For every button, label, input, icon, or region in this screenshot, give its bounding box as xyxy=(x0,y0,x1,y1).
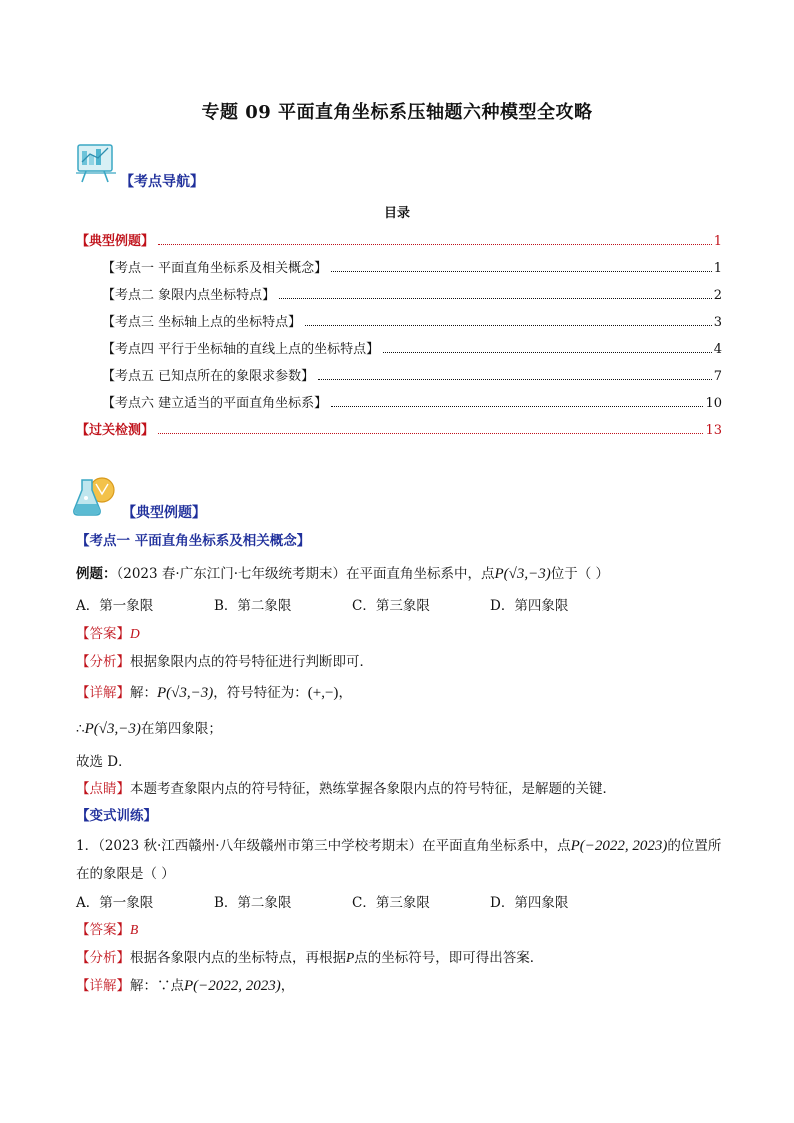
q1-line1: 1．（2023 秋·江西赣州·八年级赣州市第三中学校考期末）在平面直角坐标系中，点P(−2022, 2023)的位置所 xyxy=(76,838,722,854)
example-detail-line3: 故选 D． xyxy=(76,754,132,770)
option-d[interactable]: D．第四象限 xyxy=(490,598,569,614)
example-detail-line1: 【详解】解：P(√3,−3)，符号特征为：(+,−)， xyxy=(76,685,352,701)
example-options xyxy=(76,596,716,616)
option-b[interactable]: B．第二象限 xyxy=(214,598,292,614)
flask-icon xyxy=(72,474,118,518)
presentation-board-icon xyxy=(74,142,118,184)
variant-heading: 【变式训练】 xyxy=(76,808,157,824)
option-a[interactable]: A．第一象限 xyxy=(76,598,154,614)
q1-options xyxy=(76,893,716,913)
point-p-sqrt3: P(√3,−3) xyxy=(494,566,551,582)
q1-detail: 【详解】解：∵点P(−2022, 2023)， xyxy=(76,978,295,994)
option-c[interactable]: C．第三象限 xyxy=(352,895,430,911)
example-answer: 【答案】D xyxy=(76,626,140,642)
option-b[interactable]: B．第二象限 xyxy=(214,895,292,911)
toc-entry-typical[interactable]: 【典型例题】 1 xyxy=(76,234,722,249)
example-question: 例题：（2023 春·广东江门·七年级统考期末）在平面直角坐标系中，点P(√3,−3)位于（ ） xyxy=(76,566,610,582)
section-heading-typical: 【典型例题】 xyxy=(122,505,206,521)
example-dianjing: 【点睛】本题考查象限内点的符号特征，熟练掌握各象限内点的符号特征，是解题的关键． xyxy=(76,781,616,797)
kaodian1-heading: 【考点一 平面直角坐标系及相关概念】 xyxy=(76,533,311,549)
toc-entry-kaodian5[interactable]: 【考点五 已知点所在的象限求参数】 7 xyxy=(102,369,722,384)
point-p-2022: P(−2022, 2023) xyxy=(570,838,668,854)
toc-entry-kaodian4[interactable]: 【考点四 平行于坐标轴的直线上点的坐标特点】 4 xyxy=(102,342,722,357)
toc-entry-kaodian6[interactable]: 【考点六 建立适当的平面直角坐标系】 10 xyxy=(102,396,722,411)
toc-entry-kaodian3[interactable]: 【考点三 坐标轴上点的坐标特点】 3 xyxy=(102,315,722,330)
example-detail-line2: ∴P(√3,−3)在第四象限； xyxy=(76,721,222,737)
toc-entry-check[interactable]: 【过关检测】 13 xyxy=(76,423,722,438)
toc-entry-kaodian1[interactable]: 【考点一 平面直角坐标系及相关概念】 1 xyxy=(102,261,722,276)
q1-line2: 在的象限是（ ） xyxy=(76,866,175,882)
option-d[interactable]: D．第四象限 xyxy=(490,895,569,911)
toc-title: 目录 xyxy=(383,206,410,221)
nav-heading: 【考点导航】 xyxy=(120,174,204,190)
option-c[interactable]: C．第三象限 xyxy=(352,598,430,614)
q1-answer: 【答案】B xyxy=(76,922,139,938)
q1-analysis: 【分析】根据各象限内点的坐标特点，再根据P点的坐标符号，即可得出答案． xyxy=(76,950,544,966)
option-a[interactable]: A．第一象限 xyxy=(76,895,154,911)
document-title: 专题 09 平面直角坐标系压轴题六种模型全攻略 xyxy=(201,102,593,123)
toc-entry-kaodian2[interactable]: 【考点二 象限内点坐标特点】 2 xyxy=(102,288,722,303)
example-analysis: 【分析】根据象限内点的符号特征进行判断即可． xyxy=(76,654,373,670)
